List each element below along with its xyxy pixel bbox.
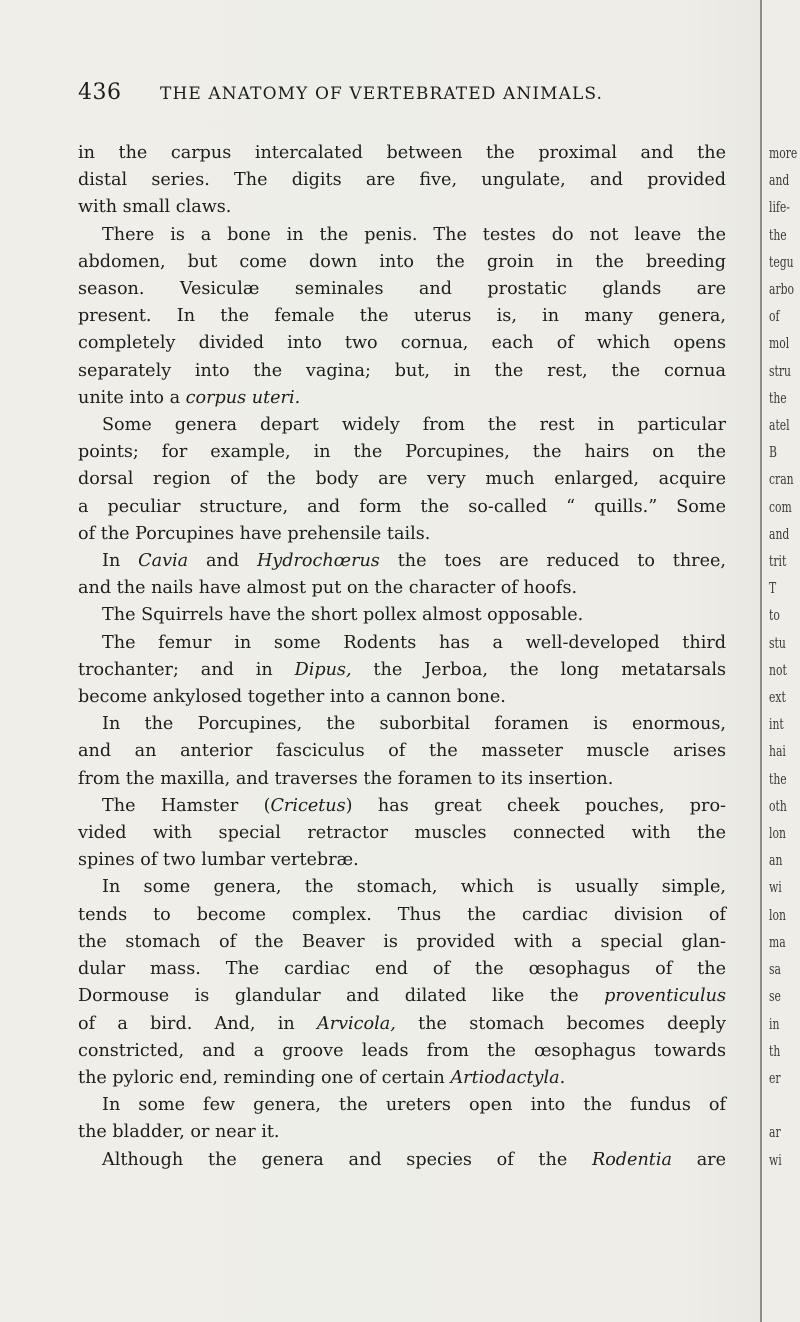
italic-term: Arvicola, — [317, 1013, 396, 1034]
facing-line: arbo — [769, 280, 795, 299]
italic-term: Cavia — [138, 551, 189, 572]
text-line: spines of two lumbar vertebræ. — [78, 850, 359, 871]
text-line: The Squirrels have the short pollex almost opposable. — [102, 605, 584, 626]
text-line: unite into a corpus uteri. — [78, 387, 301, 408]
facing-line: more — [769, 144, 798, 162]
facing-line: int — [769, 715, 784, 734]
facing-line: T — [769, 579, 777, 598]
facing-line: hai — [769, 742, 786, 761]
text-line: and the nails have almost put on the character of hoofs. — [78, 578, 578, 599]
facing-line: ext — [769, 688, 786, 707]
facing-line: cran — [769, 470, 794, 489]
facing-line: tegu — [769, 252, 794, 271]
running-head: THE ANATOMY OF VERTEBRATED ANIMALS. — [160, 84, 604, 104]
text-line: from the maxilla, and traverses the foramen to its insertion. — [78, 768, 614, 789]
page-number: 436 — [78, 80, 122, 105]
facing-line: to — [769, 606, 780, 625]
text-line: The femur in some Rodents has a well-developed third — [102, 632, 726, 653]
facing-line: wi — [769, 878, 782, 897]
text-line: Although the genera and species of the Rodentia are — [102, 1149, 727, 1170]
facing-line: stru — [769, 361, 792, 380]
text-line: with small claws. — [78, 197, 232, 218]
italic-term: proventiculus — [604, 986, 726, 1007]
text-line: and an anterior fasciculus of the masseter muscle arises — [78, 741, 726, 762]
text-line: present. In the female the uterus is, in many genera, — [78, 306, 726, 327]
text-line: Dormouse is glandular and dilated like the proventiculus — [78, 986, 726, 1007]
facing-page-edge — [760, 0, 800, 1322]
facing-line: se — [769, 987, 781, 1006]
text-line: In Cavia and Hydrochœrus the toes are reduced to three, — [102, 551, 726, 572]
facing-page-text — [769, 140, 800, 1174]
facing-line: lon — [769, 905, 786, 924]
text-line: of the Porcupines have prehensile tails. — [78, 523, 431, 544]
facing-line: and — [769, 171, 790, 190]
facing-line: life- — [769, 198, 790, 217]
facing-line: wi — [769, 1150, 782, 1169]
italic-term: Cricetus — [270, 795, 346, 816]
facing-line: the — [769, 388, 787, 407]
text-line: separately into the vagina; but, in the rest, the cornua — [78, 360, 726, 381]
text-line: dorsal region of the body are very much enlarged, acquire — [78, 469, 726, 490]
facing-line: er — [769, 1068, 781, 1087]
facing-line: lon — [769, 824, 786, 843]
text-line: abdomen, but come down into the groin in the breeding — [78, 251, 726, 272]
text-line: trochanter; and in Dipus, the Jerboa, the long metatarsals — [78, 659, 727, 680]
facing-line: the — [769, 225, 787, 244]
text-line: In some genera, the stomach, which is usually simple, — [102, 877, 726, 898]
facing-line: atel — [769, 416, 790, 435]
italic-term: Hydrochœrus — [256, 551, 380, 572]
facing-line: B — [769, 443, 777, 462]
facing-line: an — [769, 851, 783, 870]
text-line: completely divided into two cornua, each of which opens — [78, 333, 726, 354]
facing-line: and — [769, 524, 790, 543]
italic-term: Artiodactyla. — [450, 1067, 566, 1088]
facing-line: the — [769, 769, 787, 788]
facing-line — [769, 1092, 800, 1119]
text-line: In some few genera, the ureters open into the fundus of — [102, 1095, 726, 1116]
text-line: constricted, and a groove leads from the œsophagus towards — [78, 1040, 726, 1061]
text-line: In the Porcupines, the suborbital foramen is enormous, — [102, 714, 726, 735]
text-line: Some genera depart widely from the rest in particular — [102, 415, 726, 436]
italic-term: Dipus, — [294, 659, 352, 680]
body-text — [78, 140, 726, 1174]
page-header — [78, 80, 758, 116]
italic-term: Rodentia — [591, 1149, 672, 1170]
text-line: the pyloric end, reminding one of certain Artiodactyla. — [78, 1067, 566, 1088]
facing-line: sa — [769, 960, 781, 979]
facing-line: stu — [769, 633, 786, 652]
italic-term: corpus uteri. — [185, 387, 301, 408]
facing-line: in — [769, 1014, 780, 1033]
text-line: season. Vesiculæ seminales and prostatic glands are — [78, 279, 726, 300]
text-line: become ankylosed together into a cannon bone. — [78, 687, 506, 708]
text-line: points; for example, in the Porcupines, the hairs on the — [78, 442, 726, 463]
text-line: distal series. The digits are five, ungulate, and provided — [78, 170, 726, 191]
text-line: the stomach of the Beaver is provided with a special glan- — [78, 931, 726, 952]
facing-line: of — [769, 307, 780, 326]
facing-line: ma — [769, 932, 786, 951]
text-line: dular mass. The cardiac end of the œsophagus of the — [78, 959, 726, 980]
text-line: a peculiar structure, and form the so-called “ quills.” Some — [78, 496, 726, 517]
facing-line: oth — [769, 796, 787, 815]
text-line: There is a bone in the penis. The testes do not leave the — [102, 224, 726, 245]
facing-line: mol — [769, 334, 790, 353]
facing-line: com — [769, 497, 792, 516]
facing-line: trit — [769, 552, 787, 571]
text-line: the bladder, or near it. — [78, 1122, 280, 1143]
text-line: of a bird. And, in Arvicola, the stomach becomes deeply — [78, 1013, 726, 1034]
text-line: The Hamster (Cricetus) has great cheek pouches, pro- — [102, 795, 727, 816]
facing-line: th — [769, 1041, 781, 1060]
facing-line: ar — [769, 1123, 781, 1142]
facing-line: not — [769, 660, 787, 679]
text-line: vided with special retractor muscles connected with the — [78, 823, 726, 844]
text-line: tends to become complex. Thus the cardiac division of — [78, 904, 726, 925]
text-line: in the carpus intercalated between the proximal and the — [78, 143, 726, 163]
